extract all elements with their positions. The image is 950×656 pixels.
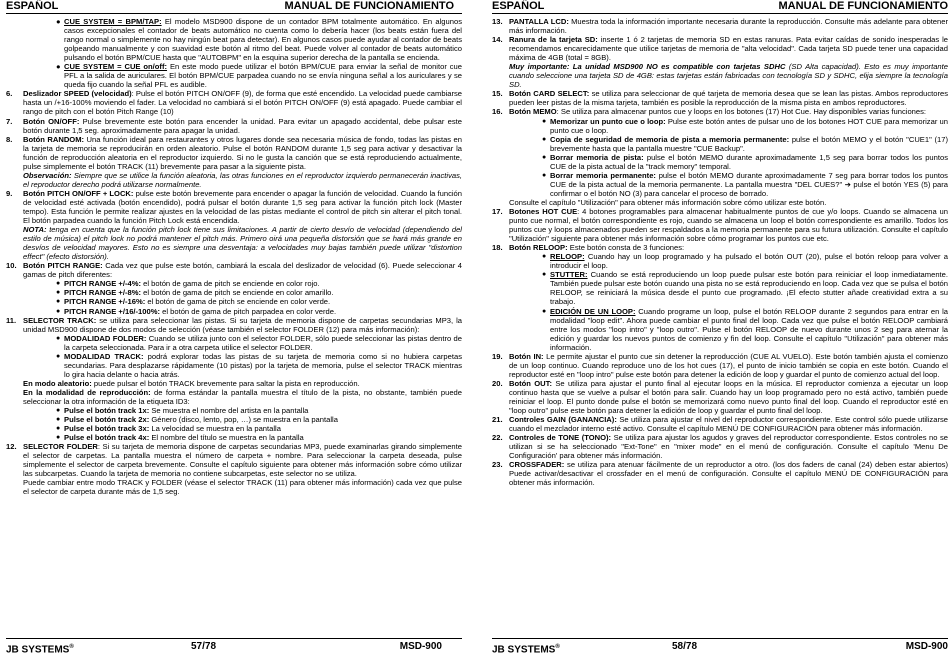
list-item: ● Pulse el botón track 4x: El nombre del título se muestra en la pantalla	[56, 433, 304, 443]
arrow-right-icon: ➔	[844, 179, 851, 189]
footer-rule	[492, 638, 948, 639]
bullet-icon: ●	[56, 416, 61, 424]
bullet-icon: ●	[542, 307, 547, 315]
list-item: ● PITCH RANGE +/-4%: el botón de gama de pitch se enciende en color rojo.	[56, 279, 320, 289]
bullet-icon: ●	[542, 117, 547, 125]
list-item: ● CUE SYSTEM = CUE on/off: En este modo puede utilizar el botón BPM/CUE para enviar la señal de monitor cue PFL a la salida de auriculares. El botón BPM/CUE parpadea cuando no se envía ninguna señal a los auriculares y se queda fijo cuando la señal PFL es audible.	[56, 62, 463, 90]
footer-model: MSD-900	[905, 641, 948, 652]
paragraph: Consulte el capítulo "Utilización" para obtener más información sobre cómo utilizar este botón.	[509, 197, 827, 207]
list-item: ● Memorizar un punto cue o loop: Pulse este botón antes de pulsar uno de los botones HOT CUE para memorizar un punto cue o loop.	[542, 116, 949, 135]
header-title: MANUAL DE FUNCIONAMIENTO	[284, 0, 454, 12]
bullet-icon: ●	[542, 253, 547, 261]
bullet-icon: ●	[56, 334, 61, 342]
bullet-icon: ●	[542, 271, 547, 279]
list-item: 19. Botón IN: Le permite ajustar el punto cue sin detener la reproducción (CUE AL VUELO). Este botón también ajusta el comienzo de un loop continuo. Cuando reproduce uno de los hot cues (17), el punto de inicio también se copia en este botón. Cuando el reproductor esté en "loop intro" pulse este botón para detener la edición de loop y guardar el punto de comienzo actual del loop.	[492, 351, 948, 379]
list-item: ● Borrar memoria permanente: pulse el botón MEMO durante aproximadamente 7 seg para borrar todos los puntos CUE de la pista actual de la memoria permanente. La pantalla muestra "DEL CUES?" ➔ pulse el botón YES (5) para confirmar o el botón NO (3) para cancelar el proceso de borrado.	[542, 170, 948, 198]
page-header	[6, 0, 462, 14]
page-number: 58/78	[672, 641, 698, 652]
footer-brand: JB SYSTEMS®	[6, 644, 74, 656]
list-item: 22. Controles de TONE (TONO): Se utiliza para ajustar los agudos y graves del reproductor correspondiente. Estos controles no se utilizan si se ha seleccionado "Ext-Tone" en "mixer mode" en el menú de configuración. Consulte el capítulo 'Menu De Configuración' para obtener más información.	[492, 433, 948, 461]
list-item: 21. Controles GAIN (GANANCIA): Se utiliza para ajustar el nivel del reproductor correspondiente. Este control sólo puede utilizarse cuando el mezclador interno esté activo. Consulte el capítulo MENÚ DE CONFIGURACIÓN para obtener más información.	[492, 415, 949, 434]
list-item: 17. Botones HOT CUE: 4 botones programables para almacenar habitualmente puntos de cue y/o loops. Cuando se almacena un punto cue normal, el botón correspondiente es rojo, cuando se almacena un loop el botón correspondiente es amarillo. Todos los puntos cue y loops almacenados pueden ser respaldados a la memoria permanente para su futura utilización. Consulte el capítulo "Utilización" siguiente para obtener más información sobre cómo programar los puntos cue etc.	[492, 206, 948, 244]
bullet-icon: ●	[56, 298, 61, 306]
page-content	[492, 17, 948, 487]
list-item: ● Borrar memoria de pista: pulse el botón MEMO durante aproximadamente 1,5 seg para borrar todos los puntos CUE de la pista actual de la "track memory" temporal.	[542, 152, 949, 171]
right-page	[492, 0, 948, 654]
list-item: 12. SELECTOR FOLDER: Si su tarjeta de memoria dispone de carpetas secundarias MP3, puede examinarlas girando simplemente el selector de carpetas. La pantalla muestra el número de carpeta + nombre. Para seleccionar la carpeta deseada, pulse simplemente el selector de carpeta brevemente. Consulte el capítulo siguiente para obtener más información sobre cómo utilizar las subcarpetas. Cuando la tarjeta de memoria no contiene subcarpetas, este selector no se utiliza. Puede cambiar entre modo TRACK y FOLDER (véase el selector TRACK (11) para obtener más información) cada vez que pulse el selector de carpeta durante más de 1,5 seg.	[6, 442, 462, 497]
list-item: 18. Botón RELOOP: Este botón consta de 3 funciones:	[492, 243, 685, 253]
list-item: ● MODALIDAD TRACK: podrá explorar todas las pistas de su tarjeta de memoria como si no hubiera carpetas secundarias. Para desplazarse rápidamente (10 pistas) por la tarjeta de memoria, pulse el selector TRACK mientras lo gira hacia delante o hacia atrás.	[56, 351, 462, 379]
list-item: 11. SELECTOR TRACK: se utiliza para seleccionar las pistas. Si su tarjeta de memoria dispone de carpetas secundarias MP3, la unidad MSD900 dispone de dos modos de selección (véase también el selector FOLDER (12) para más información):	[6, 315, 462, 334]
bullet-icon: ●	[56, 17, 61, 26]
bullet-icon: ●	[56, 425, 61, 433]
list-item: 9. Botón PITCH ON/OFF + LOCK: pulse este botón brevemente para encender o apagar la función de velocidad. Cuando la función de velocidad esté activada (botón encendido), podrá pulsar el botón durante 1,5 seg para activar la función pitch lock (Master tempo). Esta función le permite realizar ajustes en la velocidad de las pistas mediante el control de pitch sin alterar el pitch tonal. El botón parpadea cuando la función Pitch Lock está encendida. NOTA: tenga en cuenta que la función pitch lock tiene sus limitaciones. A partir de cierto desvío de velocidad (dependiendo del estilo de música) el pitch lock no podrá mantener el pitch más. Primero oirá una pequeña distorsión que se hará más grande en desvíos de velocidad mayores. Esto no es siempre una desventaja: a velocidades muy bajas también puede utilizar "distortion effect" (efecto distorsión).	[6, 188, 462, 262]
list-item: ● PITCH RANGE +/-8%: el botón de gama de pitch se enciende en color amarillo.	[56, 288, 334, 298]
page-footer	[492, 641, 948, 656]
header-language: ESPAÑOL	[6, 0, 59, 12]
list-item: ● Pulse el botón track 3x: La velocidad se muestra en la pantalla	[56, 424, 281, 434]
bullet-icon: ●	[56, 307, 61, 315]
bullet-icon: ●	[56, 352, 61, 360]
bullet-icon: ●	[542, 153, 547, 161]
page-footer	[6, 641, 462, 656]
bullet-icon: ●	[542, 135, 547, 143]
bullet-icon: ●	[542, 171, 547, 179]
page-header	[492, 0, 948, 14]
footer-brand: JB SYSTEMS®	[492, 644, 560, 656]
list-item: ● CUE SYSTEM = BPM/TAP: El modelo MSD900 dispone de un contador BPM totalmente automático. En algunos casos excepcionales el contador de beats automático no cuenta como lo debería hacer (los beats están fuera del rango normal o simplemente no hay ningún beat para detectar). En algunos casos puede ayudar al contador de beats golpeando manualmente y con suavidad este botón al ritmo del beat. Puede volver al contador de beats automático pulsando el botón BPM/CUE hasta que "AUTOBPM" en la esquina superior derecha de la pantalla se encienda.	[56, 17, 462, 63]
list-item: ● RELOOP: Cuando hay un loop programado y ha pulsado el botón OUT (20), pulse el botón reloop para volver a introducir el loop.	[542, 252, 948, 271]
list-item: ● MODALIDAD FOLDER: Cuando se utiliza junto con el selector FOLDER, sólo puede seleccionar las pistas dentro de la carpeta seleccionada. Para ir a otra carpeta utilice el selector FOLDER.	[56, 333, 462, 352]
bullet-icon: ●	[56, 434, 61, 442]
paragraph: En modo aleatorio: puede pulsar el botón TRACK brevemente para saltar la pista en reproducción.	[23, 378, 360, 388]
list-item: 16. Botón MEMO: Se utiliza para almacenar puntos cue y loops en los botones (17) Hot Cue. Hay disponibles varias funciones:	[492, 107, 927, 117]
list-item: 7. Botón ON/OFF: Pulse brevemente este botón para encender la unidad. Para evitar un apagado accidental, debe pulsar este botón durante 1,5 seg. aproximadamente para apagar la unidad.	[6, 116, 462, 135]
list-item: 23. CROSSFADER: se utiliza para atenuar fácilmente de un reproductor a otro. (los dos faders de canal (24) deben estar abiertos) Puede activar/desactivar el crossfader en el menú de configuración. Consulte el capítulo MENÚ DE CONFIGURACIÓN para obtener más información.	[492, 460, 948, 488]
list-item: 15. Botón CARD SELECT: se utiliza para seleccionar de qué tarjeta de memoria desea que se lean las pistas. Ambos reproductores pueden leer pistas de la misma tarjeta, también es posible la reproducción de la misma pista en ambos reproductores.	[492, 89, 949, 108]
page-number: 57/78	[191, 641, 217, 652]
header-language: ESPAÑOL	[492, 0, 545, 12]
list-item: 13. PANTALLA LCD: Muestra toda la información importante necesaria durante la reproducción. Consulte más adelante para obtener más información.	[492, 17, 948, 36]
list-item: 10. Botón PITCH RANGE: Cada vez que pulse este botón, cambiará la escala del deslizador de velocidad (6). Puede seleccionar 4 gamas de pitch diferentes:	[6, 261, 462, 280]
list-item: ● STUTTER: Cuando se está reproduciendo un loop puede pulsar este botón para reiniciar el loop inmediatamente. También puede pulsar este botón cuando una pista no se está reproduciendo en loop. Cada vez que se pulsa el botón RELOOP, se reiniciará la música desde el punto cue programado. ¡El efecto stutter añade creatividad extra a su trabajo.	[542, 270, 948, 307]
page-content	[6, 17, 462, 496]
list-item: ● Pulse el botón track 2x: Género (disco, lento, pop, …) se muestra en la pantalla	[56, 415, 338, 425]
list-item: ● Pulse el botón track 1x: Se muestra el nombre del artista en la pantalla	[56, 406, 309, 416]
bullet-icon: ●	[56, 62, 61, 72]
paragraph: En la modalidad de reproducción: de forma estándar la pantalla muestra el título de la pista, no obstante, también puede seleccionar la otra información de la etiqueta ID3:	[23, 387, 462, 406]
list-item: ● PITCH RANGE +/-16%: el botón de gama de pitch se enciende en color verde.	[56, 297, 331, 307]
bullet-icon: ●	[56, 407, 61, 415]
list-item: 20. Botón OUT: Se utiliza para ajustar el punto final al ejecutar loops en la música. El reproductor comienza a ejecutar un loop continuo hasta que se vuelve a pulsar el botón para salir. Cuando hay un loop programado pero no está activo, también puede reiniciar el loop. El punto donde pulse el botón se memorizará como nuevo punto final del loop. Cuando el reproductor esté en "loop outro" pulse este botón para detener la edición de loop y guardar el punto final del loop.	[492, 378, 948, 416]
footer-model: MSD-900	[399, 641, 442, 652]
footer-rule	[6, 638, 462, 639]
left-page	[6, 0, 462, 654]
header-rule	[6, 13, 462, 14]
list-item: ● PITCH RANGE +/16/-100%: el botón de gama de pitch parpadea en color verde.	[56, 306, 337, 316]
list-item: 14. Ranura de la tarjeta SD: inserte 1 ó 2 tarjetas de memoria SD en estas ranuras. Pata evitar caídas de sonido inesperadas le recomendamos encarecidamente que utilice tarjetas de memoria de "alta velocidad". Cada tarjeta SD puede tener una capacidad máxima de 4GB (total = 8GB). Muy importante: La unidad MSD900 NO es compatible con tarjetas SDHC (SD Alta capacidad). Esto es muy importante cuando seleccione una tarjeta SD de 4GB: estas tarjetas están fabricadas con tecnología SD y SDHC, elija siempre la tecnología SD.	[492, 35, 949, 90]
list-item: ● EDICIÓN DE UN LOOP: Cuando programe un loop, pulse el botón RELOOP durante 2 segundos para entrar en la modalidad "loop edit". Ahora puede cambiar el punto final del loop. Cada vez que pulse el botón RELOOP cambiará entre los modos "loop intro" y "loop outro". Pulse el botón RELOOP de nuevo durante unos 2 seg para aternar la edición y guardar los nuevos puntos de comienzo y fin del loop. Consulte el capítulo "Utilización" para obtener más información.	[542, 306, 948, 352]
list-item: 6. Deslizador SPEED (velocidad): Pulse el botón PITCH ON/OFF (9), de forma que esté encendido. La velocidad puede cambiarse hasta un /+16-100% moviendo el fader. La velocidad no cambiará si el botón PITCH ON/OFF (9) está apagado. Puede cambiar el rango de pitch con el botón Pitch Range (10)	[6, 89, 463, 117]
header-title: MANUAL DE FUNCIONAMIENTO	[778, 0, 948, 12]
list-item: ● Copia de seguridad de memoria de pista a memoria permanente: pulse el botón MEMO y el botón "CUE1" (17) brevemente hasta que la pantalla muestre "CUE Backup".	[542, 134, 948, 153]
bullet-icon: ●	[56, 289, 61, 297]
bullet-icon: ●	[56, 280, 61, 288]
header-rule	[492, 13, 948, 14]
list-item: 8. Botón RANDOM: Una función ideal para restaurantes y otros lugares donde sea necesaria música de fondo, todas las pistas en la tarjeta de memoria se reproducirán en orden aleatorio. Pulse el botón RANDOM durante 1,5 seg para activar y desactivar la función de reproducción aleatoria en el reproductor izquierdo. Si no le gusta la canción que se está reproduciendo actualmente, pulse simplemente el botón TRACK (11) brevemente para pasar a la siguiente pista. Observación: Siempre que se utilice la función aleatoria, las otras funciones en el reproductor izquierdo permanecerán inactivas, el reproductor derecho podrá utilizarse normalmente.	[6, 134, 462, 189]
